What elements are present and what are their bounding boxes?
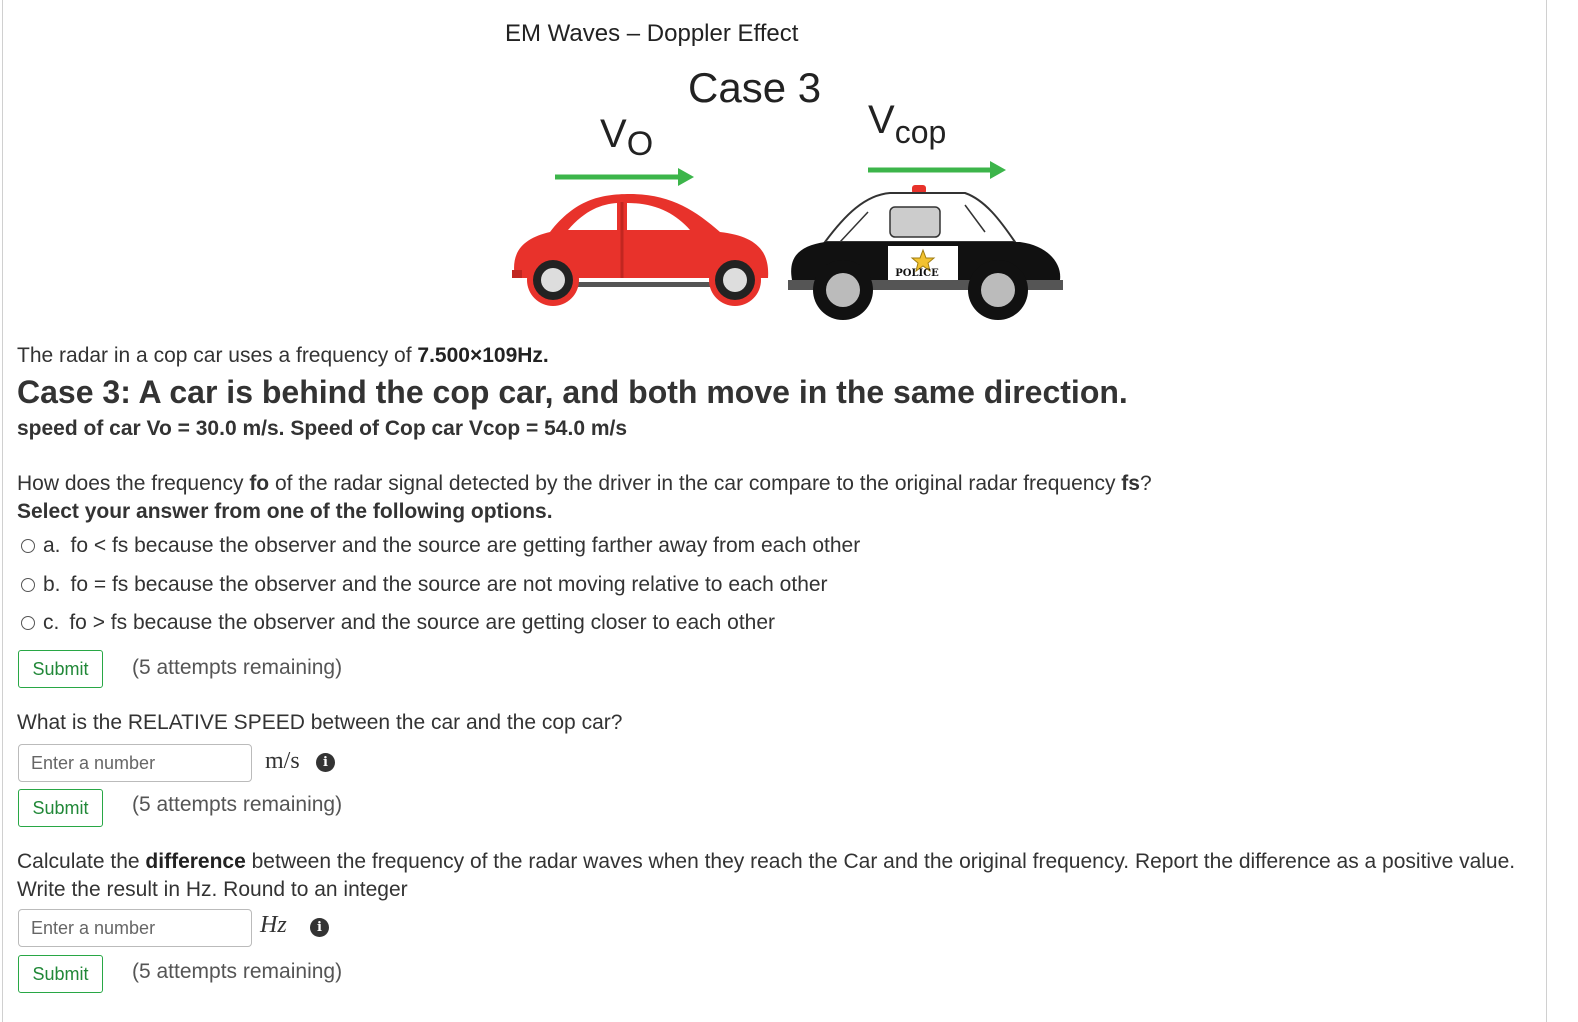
right-border	[1546, 0, 1547, 1022]
q1-bold-fs: fs	[1121, 472, 1140, 495]
q3-text-b: between the frequency of the radar waves when they reach the Car and the original frequency. Report the difference as a positive value. Write the result in Hz. Round to an integer	[17, 850, 1516, 901]
question3-text	[17, 848, 1517, 904]
option-a-text: fo < fs because the observer and the source are getting farther away from each other	[70, 534, 861, 557]
vcop-label	[868, 98, 947, 150]
unit-ms: m/s	[265, 748, 300, 774]
option-b[interactable]	[21, 573, 828, 597]
submit-button-q2[interactable]: Submit	[18, 789, 103, 827]
unit-hz: Hz	[260, 912, 287, 938]
attempts-q2: (5 attempts remaining)	[132, 793, 343, 816]
intro-text: The radar in a cop car uses a frequency of	[17, 344, 418, 367]
q1-text-a: How does the frequency	[17, 472, 250, 495]
police-car	[788, 185, 1063, 320]
q1-bold-fo: fo	[249, 472, 270, 495]
vcop-main: V	[868, 98, 895, 142]
question1-text	[17, 472, 1152, 496]
vo-label	[600, 112, 654, 163]
case-heading: Case 3: A car is behind the cop car, and both move in the same direction.	[17, 374, 1128, 410]
vo-sub: O	[626, 125, 654, 163]
radio-a[interactable]	[21, 539, 35, 553]
info-icon[interactable]: i	[316, 753, 335, 772]
q3-bold: difference	[145, 850, 246, 873]
frequency-difference-input[interactable]	[18, 909, 252, 947]
submit-button-q3[interactable]: Submit	[18, 955, 103, 993]
info-icon[interactable]: i	[310, 918, 329, 937]
radio-c[interactable]	[21, 616, 35, 630]
option-b-letter: b.	[43, 573, 61, 596]
relative-speed-input[interactable]	[18, 744, 252, 782]
figure-title: EM Waves – Doppler Effect	[505, 20, 799, 47]
speeds-text: speed of car Vo = 30.0 m/s. Speed of Cop car Vcop = 54.0 m/s	[17, 417, 628, 440]
option-c-letter: c.	[43, 611, 60, 634]
submit-button-q1[interactable]: Submit	[18, 650, 103, 688]
police-label: POLICE	[895, 268, 939, 279]
attempts-q1: (5 attempts remaining)	[132, 656, 343, 679]
q1-text-c: ?	[1139, 472, 1152, 495]
option-a-letter: a.	[43, 534, 61, 557]
radar-frequency: 7.500×109Hz.	[417, 344, 549, 367]
question1-instruction: Select your answer from one of the following options.	[17, 500, 553, 523]
question2-text: What is the RELATIVE SPEED between the car and the cop car?	[17, 711, 623, 734]
doppler-figure	[480, 10, 1100, 325]
problem-intro	[17, 344, 549, 368]
vcop-arrow	[868, 161, 1006, 179]
q3-text-a: Calculate the	[17, 850, 146, 873]
option-b-text: fo = fs because the observer and the source are not moving relative to each other	[70, 573, 828, 596]
q1-text-b: of the radar signal detected by the driver in the car compare to the original radar frequency	[269, 472, 1122, 495]
vo-main: V	[600, 112, 627, 156]
vcop-sub: cop	[894, 114, 947, 150]
left-border	[2, 0, 3, 1022]
red-car	[512, 194, 768, 306]
figure-case-label: Case 3	[688, 64, 822, 111]
cars-illustration	[480, 10, 1100, 325]
attempts-q3: (5 attempts remaining)	[132, 960, 343, 983]
radio-b[interactable]	[21, 578, 35, 592]
vo-arrow	[555, 168, 694, 186]
option-c-text: fo > fs because the observer and the source are getting closer to each other	[69, 611, 776, 634]
option-c[interactable]	[21, 611, 775, 635]
option-a[interactable]	[21, 534, 860, 558]
